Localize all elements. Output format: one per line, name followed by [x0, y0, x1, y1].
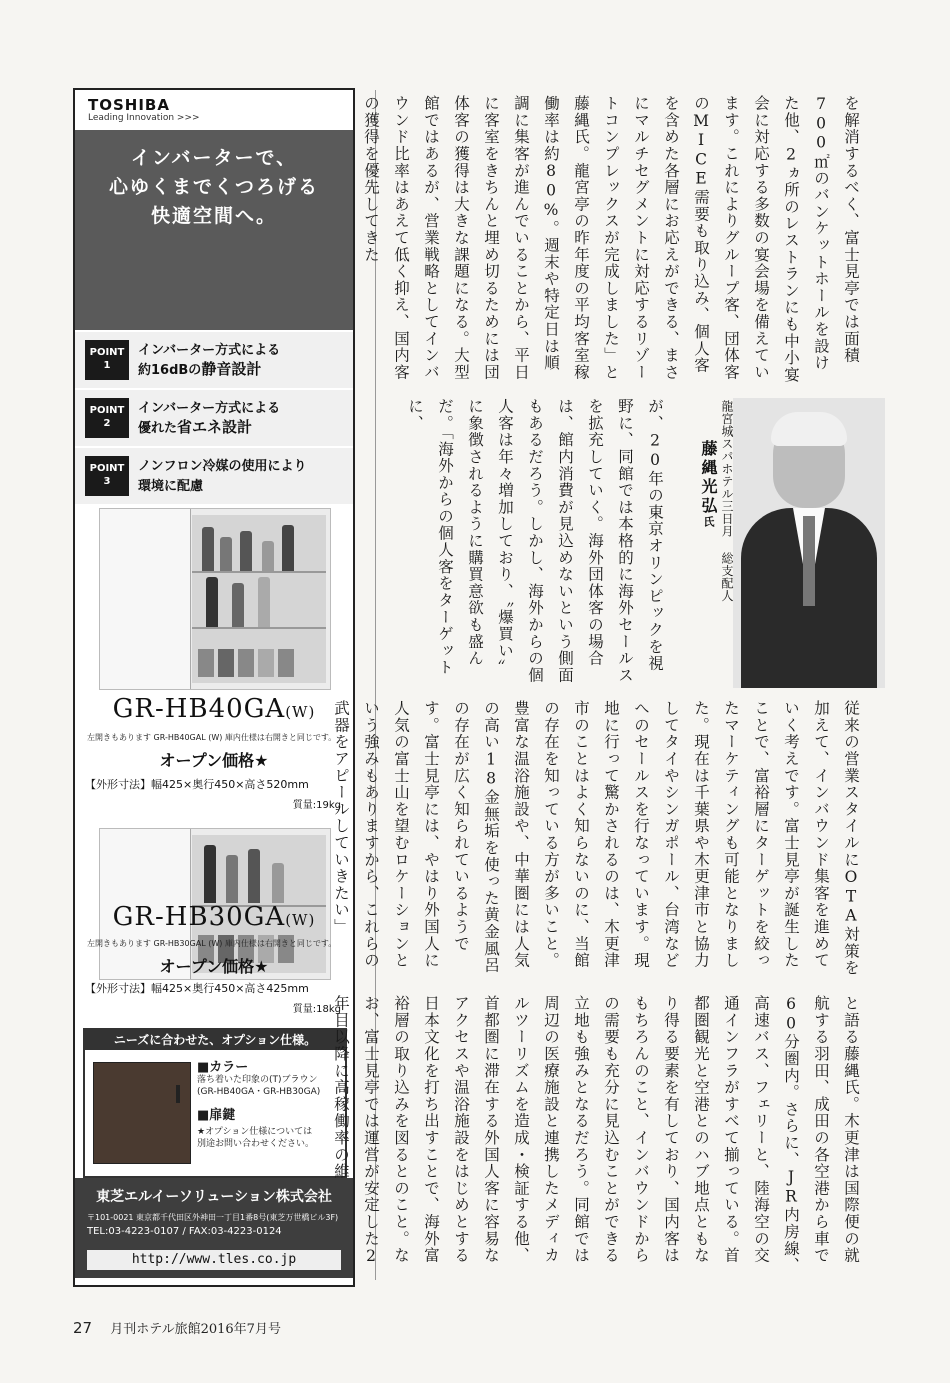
options-title: ニーズに合わせた、オプション仕様。 [85, 1030, 345, 1050]
feature-point-2 [75, 390, 353, 448]
magazine-title: 月刊ホテル旅館2016年7月号 [110, 1322, 281, 1337]
brand-name: TOSHIBA [88, 96, 170, 114]
company-url: http://www.tles.co.jp [87, 1250, 341, 1270]
model-weight-2: 質量:18kg [292, 1004, 341, 1015]
model-note-1: 左開きもあります GR-HB40GAL (W) 庫内仕様は右開きと同じです。 [87, 733, 337, 742]
caption-role: 龍宮城スパホテル三日月 総支配人 [720, 400, 734, 602]
toshiba-logo [88, 96, 200, 123]
options-box [83, 1028, 347, 1178]
article-block-1: を解消するべく、富士見亭では面積700㎡のバンケットホールを設けた他、2ヵ所のレストランにも中小宴会に対応する多数の宴会場を備えています。これによりグループ客、団体客のMICE需要も取り込み、個人客を含めた各層にお応えができる、まさにマルチセグメントに対応するリゾートコンプレックスが完成しました」と藤縄氏。龍宮亭の昨年度の平均客室稼働率は約80%。週末や特定日は順調に集客が進んでいることから、平日に客室をきちんと埋め切るためには団体客の獲得は大きな課題になる。大型館ではあるが、営業戦略としてインバウンド比率はあえて低く抑え、国内客の獲得を優先してきた [362, 95, 860, 384]
model-name-1: GR-HB40GA(W) [112, 694, 316, 724]
article-block-2: が、20年の東京オリンピックを視野に、同館では本格的に海外セールスを拡充していく。海外団体客の場合は、館内消費が見込めないという側面もあるだろう。しかし、海外からの個人客は年々増加しており、〝爆買い〟に象徴されるように購買意欲も盛んだ。「海外からの個人客をターゲットに、 [406, 398, 664, 684]
company-address: 〒101-0021 東京都千代田区外神田一丁目1番8号(東芝万世橋ビル3F) [87, 1213, 339, 1222]
feature-points [75, 332, 353, 506]
model-weight-1: 質量:19kg [292, 800, 341, 811]
model-price-1: オープン価格★ [159, 751, 269, 770]
model-note-2: 左開きもあります GR-HB30GAL (W) 庫内仕様は右開きと同じです。 [87, 939, 337, 948]
fridge-image-1 [99, 508, 331, 690]
company-tel: TEL:03-4223-0107 / FAX:03-4223-0124 [87, 1226, 282, 1237]
article-block-4: と語る藤縄氏。木更津は国際便の就航する羽田、成田の各空港から車で60分圏内。さらに、JR内房線、高速バス、フェリーと、陸海空の交通インフラがすべて揃っている。首都圏観光と空港とのハブ地点ともなり得る要素を有しており、国内客はもちろんのこと、インバウンドからの需要も充分に見込むことができる立地も強みとなるだろう。同館では周辺の医療施設と連携したメディカルツーリズムを造成・検証する他、首都圏に滞在する外国人客に容易なアクセスや温浴施設をはじめとする日本文化を打ち出すことで、海外富裕層の取り込みを図るとのこと。なお、富士見亭では運営が安定した2年目以降に高稼働率の維 [332, 995, 860, 1274]
point-badge: POINT 3 [85, 456, 129, 496]
company-block [75, 1178, 353, 1278]
model-name-2: GR-HB30GA(W) [112, 902, 316, 932]
brown-fridge-image [93, 1062, 191, 1164]
point-text: インバーター方式による 約16dBの静音設計 [138, 343, 281, 378]
feature-point-3 [75, 448, 353, 506]
option-color-desc: 落ち着いた印象の(T)ブラウン (GR-HB40GA・GR-HB30GA) [197, 1075, 321, 1097]
point-text: ノンフロン冷媒の使用により 環境に配慮 [138, 459, 307, 494]
model-price-2: オープン価格★ [159, 957, 269, 976]
headline-line: インバーターで、 [130, 147, 298, 169]
article-block-3: 従来の営業スタイルにOTA対策を加えて、インバウンド集客を進めていく考えです。富士見亭が誕生したことで、富裕層にターゲットを絞ったマーケティングも可能となりました。現在は千葉県や木更津市と協力してタイやシンガポール、台湾などへのセールスを行なっています。現地に行って驚かされるのは、木更津市のことはよく知らないのに、当館の存在を知っている方が多いこと。豊富な温浴施設や、中華圏には人気の高い18金無垢を使った黄金風呂の存在が広く知られているようです。富士見亭には、やはり外国人に人気の富士山を望むロケーションという強みもありますから、これらの武器をアピールしていきたい」 [332, 700, 860, 977]
ad-headline [75, 130, 353, 330]
point-badge: POINT 2 [85, 398, 129, 438]
model-dims-2: 【外形寸法】幅425×奥行450×高さ425mm [85, 982, 309, 995]
page-number: 27 [73, 1319, 93, 1337]
photo-caption [696, 400, 736, 685]
caption-name: 藤縄光弘氏 [699, 440, 718, 530]
point-text: インバーター方式による 優れた省エネ設計 [138, 401, 281, 436]
point-badge: POINT 1 [85, 340, 129, 380]
page-footer [73, 1318, 281, 1337]
toshiba-advertisement [73, 88, 355, 1287]
option-color-label: ■カラー [197, 1060, 249, 1075]
brand-tagline: Leading Innovation >>> [88, 113, 200, 123]
option-lock-label: ■扉鍵 [197, 1108, 236, 1123]
company-name: 東芝エルイーソリューション株式会社 [96, 1189, 332, 1205]
option-lock-desc: ★オプション仕様については 別途お問い合わせください。 [197, 1127, 315, 1149]
headline-line: 快適空間へ。 [150, 205, 277, 227]
portrait-photo [733, 398, 885, 688]
model-dims-1: 【外形寸法】幅425×奥行450×高さ520mm [85, 778, 309, 791]
headline-line: 心ゆくまでくつろげる [108, 176, 319, 198]
feature-point-1 [75, 332, 353, 390]
